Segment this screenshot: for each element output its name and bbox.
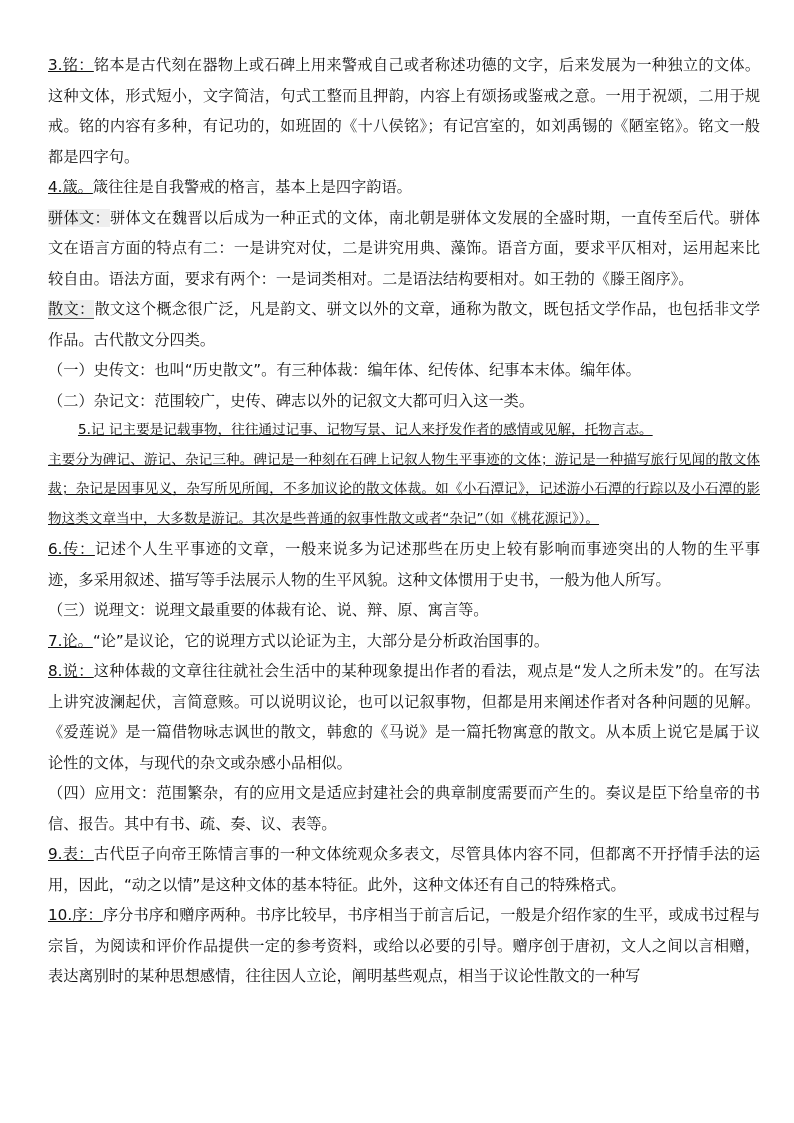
paragraph-zhuan xyxy=(48,534,760,595)
heading-zhen: 4.箴。 xyxy=(48,178,93,196)
text-lun: “论”是议论，它的说理方式以论证为主，大部分是分析政治国事的。 xyxy=(92,631,550,650)
paragraph-ji-first xyxy=(48,416,760,446)
paragraph-lun xyxy=(48,626,760,657)
heading-ming: 3.铭： xyxy=(48,56,94,74)
paragraph-xu xyxy=(48,900,760,992)
heading-ji: 5.记 xyxy=(78,422,105,438)
heading-pianti: 骈体文： xyxy=(48,208,110,227)
paragraph-zhen xyxy=(48,172,760,203)
text-ji-cont: 主要分为碑记、游记、杂记三种。碑记是一种刻在石碑上记叙人物生平事迹的文体；游记是一种描写旅行见闻的散文体裁；杂记是因事见义，杂写所见所闻，不多加议论的散文体裁。如《小石潭记》，记述游小石潭的行踪以及小石潭的影物这类文章当中，大多数是游记。其次是些普通的叙事性散文或者“杂记”（如《桃花源记》）。 xyxy=(48,451,760,527)
text-ming: 铭本是古代刻在器物上或石碑上用来警戒自己或者称述功德的文字，后来发展为一种独立的文体。这种文体，形式短小，文字简洁，句式工整而且押韵，内容上有颂扬或鉴戒之意。一用于祝颂，二用于规戒。铭的内容有多种，有记功的，如班固的《十八侯铭》；有记宫室的，如刘禹锡的《陋室铭》。铭文一般都是四字句。 xyxy=(48,56,760,166)
document-page xyxy=(48,50,760,992)
text-shuo: 这种体裁的文章往往就社会生活中的某种现象提出作者的看法，观点是“发人之所未发”的。在写法上讲究波澜起伏，言简意赅。可以说明议论，也可以记叙事物，但都是用来阐述作者对各种问题的见解。《爱莲说》是一篇借物咏志讽世的散文，韩愈的《马说》是一篇托物寓意的散文。从本质上说它是属于议论性的文体，与现代的杂文或杂感小品相似。 xyxy=(48,662,760,772)
heading-lun: 7.论。 xyxy=(48,631,93,650)
heading-xu: 10.序： xyxy=(48,906,103,924)
paragraph-sanwen xyxy=(48,294,760,355)
text-sanwen: 散文这个概念很广泛，凡是韵文、骈文以外的文章，通称为散文，既包括文学作品，也包括非文学作品。古代散文分四类。 xyxy=(48,300,761,349)
paragraph-ming xyxy=(48,50,760,172)
text-zhen: 箴往往是自我警戒的格言，基本上是四字韵语。 xyxy=(92,178,412,196)
paragraph-pianti xyxy=(48,203,760,295)
text-ji: 记主要是记载事物，往往通过记事、记物写景、记人来抒发作者的感情或见解，托物言志。 xyxy=(104,422,653,438)
heading-shuo: 8.说： xyxy=(48,662,94,680)
section-shuoli: （三）说理文：说理文最重要的体裁有论、说、辩、原、寓言等。 xyxy=(48,601,489,619)
section-shizhuan: （一）史传文：也叫“历史散文”。有三种体裁：编年体、纪传体、纪事本末体。编年体。 xyxy=(48,361,641,379)
section-yingyong: （四）应用文：范围繁杂，有的应用文是适应封建社会的典章制度需要而产生的。奏议是臣下给皇帝的书信、报告。其中有书、疏、奏、议、表等。 xyxy=(48,784,760,833)
paragraph-biao xyxy=(48,839,760,900)
section-zaji: （二）杂记文：范围较广，史传、碑志以外的记叙文大都可归入这一类。 xyxy=(48,391,534,410)
text-xu: 序分书序和赠序两种。书序比较早，书序相当于前言后记，一般是介绍作家的生平，或成书过程与宗旨，为阅读和评价作品提供一定的参考资料，或给以必要的引导。赠序创于唐初，文人之间以言相赠，表达离别时的某种思想感情，往往因人立论，阐明基些观点，相当于议论性散文的一种写 xyxy=(48,906,761,985)
paragraph-ji xyxy=(48,416,760,534)
paragraph-shuo xyxy=(48,656,760,778)
text-biao: 古代臣子向帝王陈情言事的一种文体统观众多表文，尽管具体内容不同，但都离不开抒情手法的运用，因此，“动之以情”是这种文体的基本特征。此外，这种文体还有自己的特殊格式。 xyxy=(48,845,760,894)
heading-zhuan: 6.传： xyxy=(48,540,95,558)
text-pianti: 骈体文在魏晋以后成为一种正式的文体，南北朝是骈体文发展的全盛时期，一直传至后代。骈体文在语言方面的特点有二：一是讲究对仗，二是讲究用典、藻饰。语音方面，要求平仄相对，运用起来比较自由。语法方面，要求有两个：一是词类相对。二是语法结构要相对。如王勃的《滕王阁序》。 xyxy=(48,208,761,288)
text-zhuan: 记述个人生平事迹的文章，一般来说多为记述那些在历史上较有影响而事迹突出的人物的生平事迹，多采用叙述、描写等手法展示人物的生平风貌。这种文体惯用于史书，一般为他人所写。 xyxy=(48,540,761,589)
heading-biao: 9.表： xyxy=(48,845,94,863)
heading-sanwen: 散文： xyxy=(48,300,95,318)
